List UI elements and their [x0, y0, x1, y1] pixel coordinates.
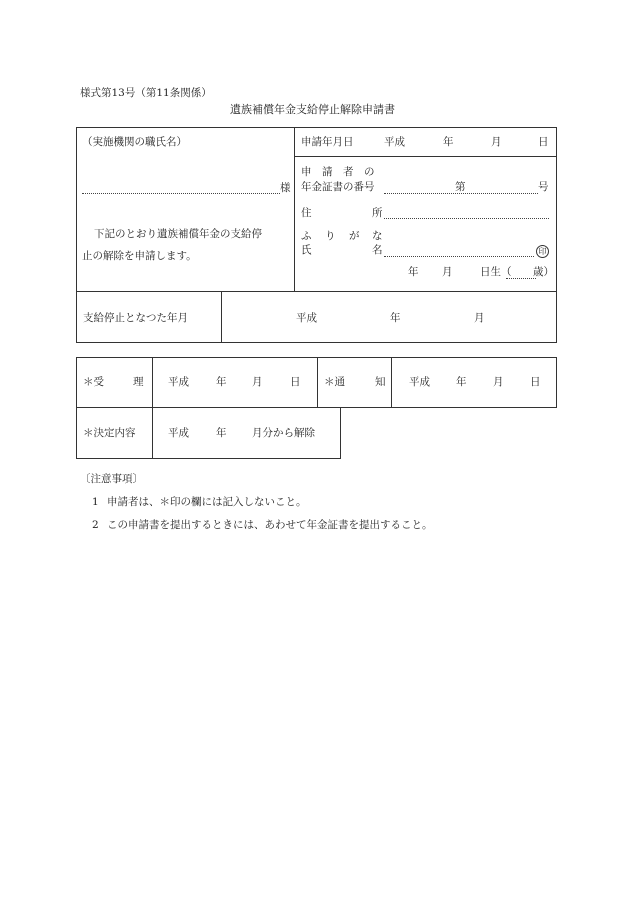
address-label-char1: 住: [301, 207, 312, 219]
application-date-month: 月: [491, 136, 502, 148]
notice-year: 年: [456, 376, 467, 388]
notice-label-a: ＊通: [324, 376, 345, 388]
agency-name-line[interactable]: [82, 193, 280, 194]
pension-label-line2: 年金証書の番号: [301, 181, 375, 193]
birth-year: 年: [408, 266, 419, 278]
body-text-line1: 下記のとおり遺族補償年金の支給停: [94, 228, 262, 240]
table-divider: [76, 291, 557, 292]
furigana-char: な: [372, 230, 383, 242]
name-label-char2: 名: [372, 244, 383, 256]
agency-label: （実施機関の職氏名）: [82, 136, 187, 148]
furigana-char: り: [325, 230, 336, 242]
pension-label-line1: 申 請 者 の: [301, 166, 375, 178]
name-line[interactable]: [384, 256, 534, 257]
notice-month: 月: [493, 376, 504, 388]
application-date-label: 申請年月日: [301, 136, 354, 148]
receipt-day: 日: [290, 376, 301, 388]
receipt-era: 平成: [168, 376, 189, 388]
furigana-char: が: [349, 230, 360, 242]
receipt-label-a: ＊受: [83, 376, 104, 388]
pension-prefix: 第: [455, 181, 466, 193]
receipt-month: 月: [252, 376, 263, 388]
table-divider: [317, 357, 318, 408]
suspension-era: 平成: [296, 312, 317, 324]
note-text: 申請者は、＊印の欄には記入しないこと。: [107, 496, 307, 508]
form-number: 様式第13号（第11条関係）: [80, 87, 212, 99]
age-label: 歳）: [533, 266, 554, 278]
note-text: この申請書を提出するときには、あわせて年金証書を提出すること。: [107, 519, 433, 531]
decision-era: 平成: [168, 427, 189, 439]
application-date-day: 日: [538, 136, 549, 148]
note-number: 2: [92, 519, 99, 531]
birth-month: 月: [442, 266, 453, 278]
table-divider: [294, 127, 295, 291]
note-number: 1: [92, 496, 99, 508]
honorific: 様: [280, 182, 291, 194]
pension-number-line[interactable]: [384, 193, 538, 194]
suspension-label: 支給停止となつた年月: [83, 312, 188, 324]
address-label-char2: 所: [372, 207, 383, 219]
table-divider: [294, 156, 557, 157]
decision-year: 年: [216, 427, 227, 439]
table-divider: [391, 357, 392, 408]
table-divider: [152, 357, 153, 408]
address-line[interactable]: [384, 218, 549, 219]
age-line[interactable]: [506, 278, 536, 279]
decision-month-text: 月分から解除: [252, 427, 315, 439]
furigana-char: ふ: [301, 230, 312, 242]
notice-era: 平成: [409, 376, 430, 388]
birth-day: 日生（: [480, 266, 512, 278]
receipt-year: 年: [216, 376, 227, 388]
name-label-char1: 氏: [301, 244, 312, 256]
form-title: 遺族補償年金支給停止解除申請書: [230, 103, 395, 116]
seal-icon: 印: [536, 245, 549, 258]
notes-heading: 〔注意事項〕: [80, 473, 143, 485]
body-text-line2: 止の解除を申請します。: [82, 250, 197, 262]
decision-label: ＊決定内容: [83, 427, 136, 439]
notice-label-b: 知: [375, 376, 386, 388]
receipt-label-b: 理: [133, 376, 144, 388]
application-date-year: 年: [443, 136, 454, 148]
table-divider: [221, 291, 222, 343]
suspension-month: 月: [474, 312, 485, 324]
table-divider: [152, 407, 153, 459]
suspension-year: 年: [390, 312, 401, 324]
pension-suffix: 号: [538, 181, 549, 193]
application-date-era: 平成: [384, 136, 405, 148]
notice-day: 日: [530, 376, 541, 388]
